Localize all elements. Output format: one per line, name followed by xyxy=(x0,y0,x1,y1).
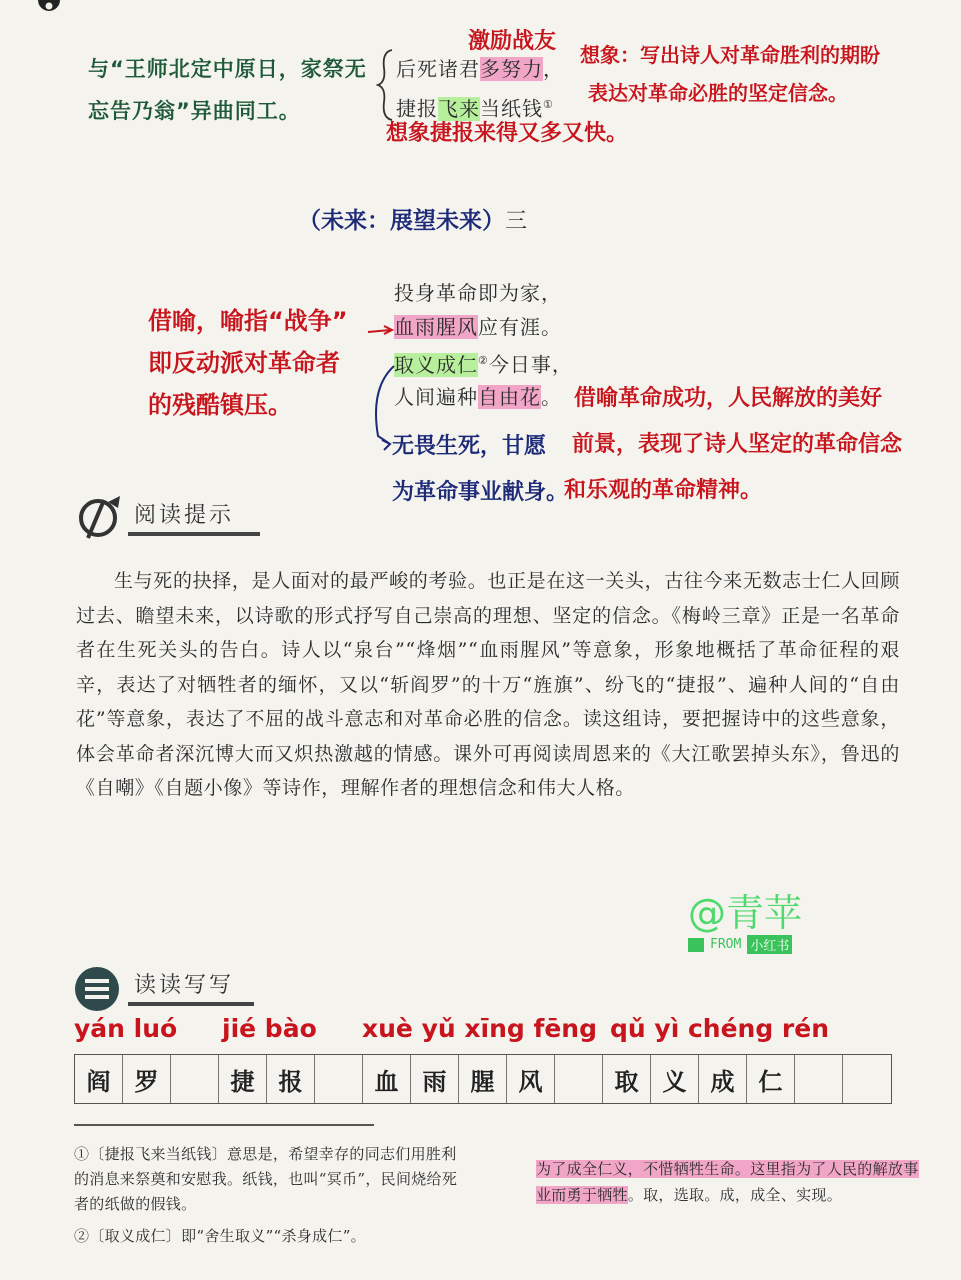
poem3-line-3: 取义成仁②今日事， xyxy=(394,352,573,377)
grid-cell: 罗 xyxy=(123,1055,171,1103)
reading-tips-body: 生与死的抉择，是人面对的最严峻的考验。也正是在这一关头，古往今来无数志士仁人回顾过去、瞻望未来，以诗歌的形式抒写自己崇高的理想、坚定的信念。《梅岭三章》正是一名革命者在生死关头的告白。诗人以“泉台”“烽烟”“血雨腥风”等意象，形象地概括了革命征程的艰辛，表达了对牺牲者的缅怀，又以“斩阎罗”的十万“旌旗”、纷飞的“捷报”、遍种人间的“自由花”等意象，表达了不屈的战斗意志和对革命必胜的信念。读这组诗，要把握诗中的这些意象，体会革命者深沉博大而又炽热激越的情感。课外可再阅读周恩来的《大江歌罢掉头东》，鲁迅的《自嘲》《自题小像》等诗作，理解作者的理想信念和伟大人格。 xyxy=(76,570,900,799)
grid-cell xyxy=(795,1055,843,1103)
poem2-line-1: 后死诸君多努力， xyxy=(396,57,564,81)
grid-cell: 报 xyxy=(267,1055,315,1103)
watermark-name: @青苹 xyxy=(688,891,803,935)
footnote-1: ①〔捷报飞来当纸钱〕意思是，希望幸存的同志们用胜利的消息来祭奠和安慰我。纸钱，也叫“冥币”，民间烧给死者的纸做的假钱。 xyxy=(74,1145,458,1213)
grid-cell: 雨 xyxy=(411,1055,459,1103)
grid-cell xyxy=(555,1055,603,1103)
grid-cell: 义 xyxy=(651,1055,699,1103)
poem3-line-2: 血雨腥风应有涯。 xyxy=(394,315,562,339)
poem2-line-2: 捷报飞来当纸钱① xyxy=(396,96,554,121)
footnote-divider xyxy=(74,1124,374,1126)
grid-cell: 捷 xyxy=(219,1055,267,1103)
grid-cell xyxy=(843,1055,891,1103)
note-below-imagination: 想象捷报来得又多又快。 xyxy=(386,121,629,146)
reading-tips-icon xyxy=(74,494,126,546)
footnote-2: ②〔取义成仁〕即“舍生取义”“杀身成仁”。 xyxy=(74,1227,366,1245)
note-metaphor-freedom: 借喻革命成功，人民解放的美好 前景，表现了诗人坚定的革命信念 和乐观的革命精神。 xyxy=(564,386,903,503)
read-write-title: 读读写写 xyxy=(134,973,235,998)
brace xyxy=(376,48,396,126)
poem3-title: （未来：展望未来）三 xyxy=(298,208,528,234)
pinyin-quyichengren: qǔ yì chéng rén xyxy=(610,1014,830,1043)
note-metaphor-war: 借喻，喻指“战争” 即反动派对革命者 的残酷镇压。 xyxy=(148,307,348,419)
note-right-imagination: 想象：写出诗人对革命胜利的期盼 表达对革命必胜的坚定信念。 xyxy=(580,43,880,105)
grid-cell: 阎 xyxy=(75,1055,123,1103)
watermark-logo-icon xyxy=(688,938,704,952)
page-corner-icon xyxy=(36,0,62,22)
note-left-comparison: 与“王师北定中原日，家祭无忘告乃翁”异曲同工。 xyxy=(88,57,367,123)
grid-cell xyxy=(171,1055,219,1103)
grid-cell: 成 xyxy=(699,1055,747,1103)
grid-cell: 血 xyxy=(363,1055,411,1103)
grid-cell: 风 xyxy=(507,1055,555,1103)
reading-tips-underline xyxy=(128,532,260,536)
grid-cell: 腥 xyxy=(459,1055,507,1103)
pinyin-xueyuxingfeng: xuè yǔ xīng fēng xyxy=(362,1014,597,1043)
footnote-2-continued: 为了成全仁义，不惜牺牲生命。这里指为了人民的解放事业而勇于牺牲。取，选取。成，成全、实现。 xyxy=(536,1160,919,1204)
character-grid xyxy=(74,1054,892,1104)
watermark-app: 小红书 xyxy=(747,935,792,954)
watermark xyxy=(688,882,802,954)
pinyin-yanluo: yán luó xyxy=(74,1014,178,1043)
reading-tips-title: 阅读提示 xyxy=(134,503,235,528)
note-sacrifice: 无畏生死，甘愿 为革命事业献身。 xyxy=(392,434,569,505)
grid-cell: 仁 xyxy=(747,1055,795,1103)
poem3-line-4: 人间遍种自由花。 xyxy=(394,385,562,409)
grid-cell xyxy=(315,1055,363,1103)
read-write-underline xyxy=(128,1002,254,1006)
watermark-from: FROM xyxy=(710,937,742,952)
pinyin-jiebao: jié bào xyxy=(222,1014,317,1043)
note-above-encourage: 激励战友 xyxy=(468,29,557,54)
poem3-line-1: 投身革命即为家， xyxy=(394,281,562,305)
read-write-icon xyxy=(72,964,122,1018)
grid-cell: 取 xyxy=(603,1055,651,1103)
